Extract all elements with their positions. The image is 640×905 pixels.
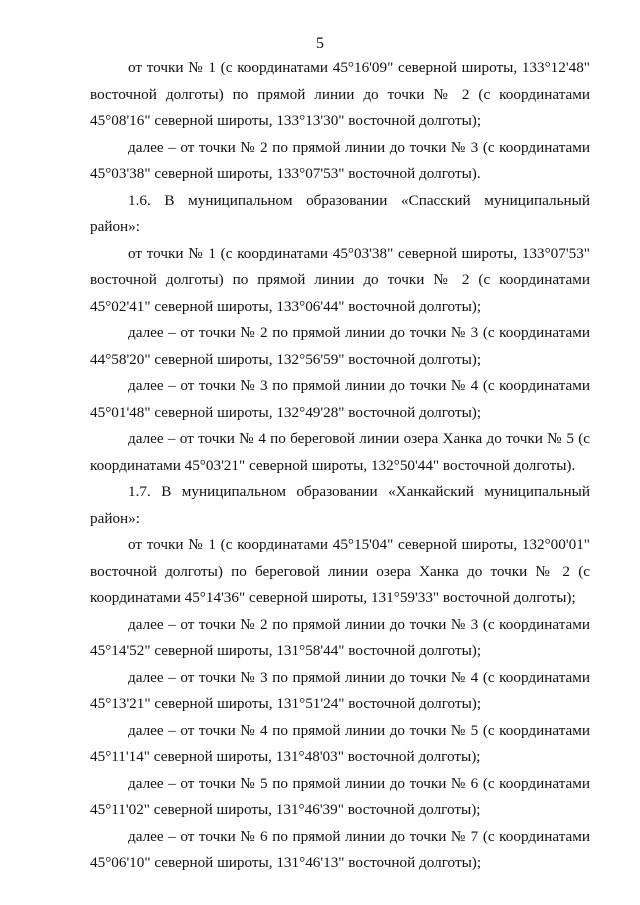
paragraph-point-2-to-3: далее – от точки № 2 по прямой линии до точки № 3 (с координатами 45°03'38" северной широты, 133°07'53" восточной долготы). <box>90 138 590 182</box>
document-body <box>90 55 590 877</box>
paragraph-spassky-point-2-to-3: далее – от точки № 2 по прямой линии до точки № 3 (с координатами 44°58'20" северной широты, 132°56'59" восточной долготы); <box>90 324 590 368</box>
paragraph-spassky-point-3-to-4: далее – от точки № 3 по прямой линии до точки № 4 (с координатами 45°01'48" северной широты, 132°49'28" восточной долготы); <box>90 377 590 421</box>
paragraph-khankaisky-point-5-to-6: далее – от точки № 5 по прямой линии до точки № 6 (с координатами 45°11'02" северной широты, 131°46'39" восточной долготы); <box>90 774 590 818</box>
paragraph-khankaisky-point-4-to-5: далее – от точки № 4 по прямой линии до точки № 5 (с координатами 45°11'14" северной широты, 131°48'03" восточной долготы); <box>90 721 590 765</box>
paragraph-point-1-to-2: от точки № 1 (с координатами 45°16'09" северной широты, 133°12'48" восточной долготы) по прямой линии до точки № 2 (с координатами 45°08'16" северной широты, 133°13'30" восточной долготы); <box>90 59 590 129</box>
paragraph-khankaisky-point-1-to-2: от точки № 1 (с координатами 45°15'04" северной широты, 132°00'01" восточной долготы) по береговой линии озера Ханка до точки № 2 (с координатами 45°14'36" северной широты, 131°59'33" восточной долготы); <box>90 536 590 606</box>
paragraph-khankaisky-point-6-to-7: далее – от точки № 6 по прямой линии до точки № 7 (с координатами 45°06'10" северной широты, 131°46'13" восточной долготы); <box>90 827 590 871</box>
section-heading-1-7: 1.7. В муниципальном образовании «Ханкайский муниципальный район»: <box>90 483 590 527</box>
paragraph-khankaisky-point-2-to-3: далее – от точки № 2 по прямой линии до точки № 3 (с координатами 45°14'52" северной широты, 131°58'44" восточной долготы); <box>90 615 590 659</box>
paragraph-spassky-point-4-to-5: далее – от точки № 4 по береговой линии озера Ханка до точки № 5 (с координатами 45°03'21" северной широты, 132°50'44" восточной долготы). <box>90 430 590 474</box>
paragraph-khankaisky-point-3-to-4: далее – от точки № 3 по прямой линии до точки № 4 (с координатами 45°13'21" северной широты, 131°51'24" восточной долготы); <box>90 668 590 712</box>
section-heading-1-6: 1.6. В муниципальном образовании «Спасский муниципальный район»: <box>90 191 590 235</box>
paragraph-spassky-point-1-to-2: от точки № 1 (с координатами 45°03'38" северной широты, 133°07'53" восточной долготы) по прямой линии до точки № 2 (с координатами 45°02'41" северной широты, 133°06'44" восточной долготы); <box>90 244 590 315</box>
page-number: 5 <box>316 35 324 52</box>
